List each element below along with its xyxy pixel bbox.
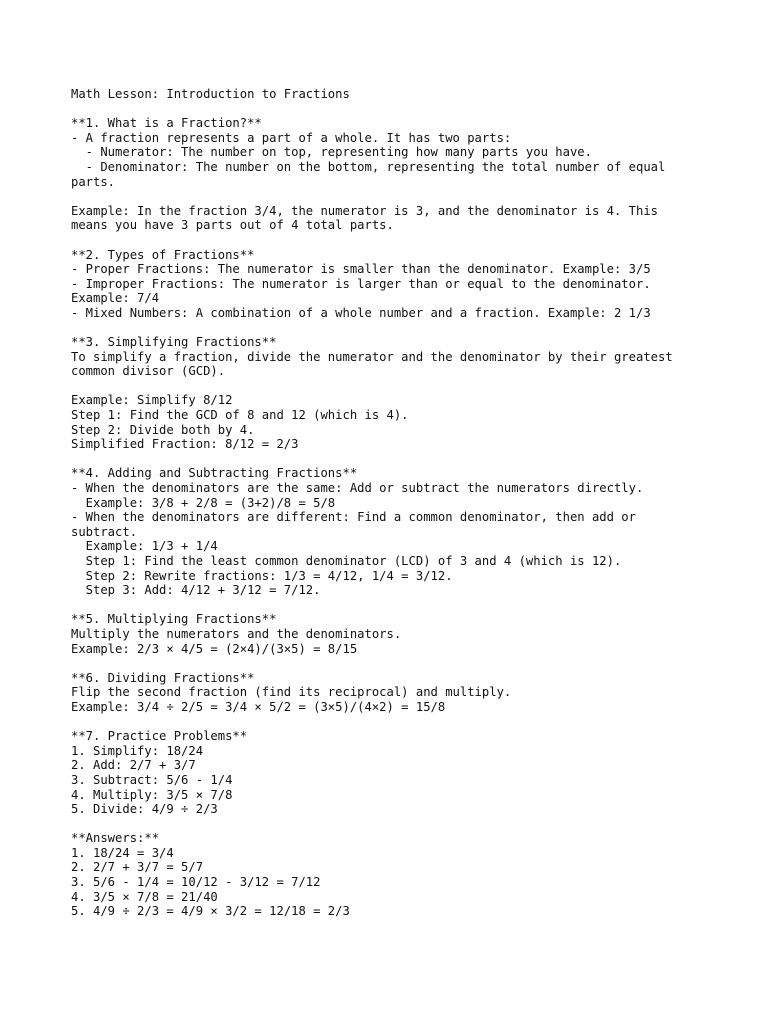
section-1-line: parts. bbox=[71, 174, 116, 189]
answer-item: 5. 4/9 ÷ 2/3 = 4/9 × 3/2 = 12/18 = 2/3 bbox=[71, 904, 350, 919]
section-2-line: - Improper Fractions: The numerator is larger than or equal to the denominator. bbox=[71, 276, 651, 291]
practice-item: 4. Multiply: 3/5 × 7/8 bbox=[71, 787, 233, 802]
section-2-line: - Proper Fractions: The numerator is smaller than the denominator. Example: 3/5 bbox=[71, 262, 651, 277]
answer-item: 4. 3/5 × 7/8 = 21/40 bbox=[71, 889, 218, 904]
section-3-line: common divisor (GCD). bbox=[71, 364, 226, 379]
spacer bbox=[71, 715, 711, 730]
section-1-example: Example: In the fraction 3/4, the numerator is 3, and the denominator is 4. This bbox=[71, 203, 658, 218]
section-5-heading: **5. Multiplying Fractions** bbox=[71, 612, 277, 627]
section-4-line: - When the denominators are different: Find a common denominator, then add or bbox=[71, 510, 636, 525]
spacer bbox=[71, 817, 711, 832]
section-4-line: - When the denominators are the same: Add or subtract the numerators directly. bbox=[71, 481, 644, 496]
document-title: Math Lesson: Introduction to Fractions bbox=[71, 87, 350, 101]
answer-item: 1. 18/24 = 3/4 bbox=[71, 845, 174, 860]
spacer bbox=[71, 379, 711, 394]
practice-item: 2. Add: 2/7 + 3/7 bbox=[71, 758, 196, 773]
section-4-line: Step 3: Add: 4/12 + 3/12 = 7/12. bbox=[71, 583, 321, 598]
section-3-line: To simplify a fraction, divide the numerator and the denominator by their greatest bbox=[71, 349, 673, 364]
section-7-heading: **7. Practice Problems** bbox=[71, 729, 248, 744]
section-2-heading: **2. Types of Fractions** bbox=[71, 247, 255, 262]
section-5-line: Multiply the numerators and the denominators. bbox=[71, 626, 402, 641]
section-4-line: subtract. bbox=[71, 524, 138, 539]
section-6-heading: **6. Dividing Fractions** bbox=[71, 670, 255, 685]
section-5-line: Example: 2/3 × 4/5 = (2×4)/(3×5) = 8/15 bbox=[71, 641, 358, 656]
section-6-line: Example: 3/4 ÷ 2/5 = 3/4 × 5/2 = (3×5)/(4×2) = 15/8 bbox=[71, 699, 446, 714]
spacer bbox=[71, 656, 711, 671]
section-3-step: Step 2: Divide both by 4. bbox=[71, 422, 255, 437]
section-4-line: Step 1: Find the least common denominator (LCD) of 3 and 4 (which is 12). bbox=[71, 554, 622, 568]
section-4-line: Example: 1/3 + 1/4 bbox=[71, 539, 218, 554]
spacer bbox=[71, 233, 711, 248]
answer-item: 2. 2/7 + 3/7 = 5/7 bbox=[71, 860, 204, 875]
practice-item: 5. Divide: 4/9 ÷ 2/3 bbox=[71, 802, 218, 817]
section-1-heading: **1. What is a Fraction?** bbox=[71, 116, 262, 131]
spacer bbox=[71, 598, 711, 613]
section-3-result: Simplified Fraction: 8/12 = 2/3 bbox=[71, 437, 299, 452]
section-1-line: - Denominator: The number on the bottom, representing the total number of equal bbox=[71, 159, 666, 174]
practice-item: 1. Simplify: 18/24 bbox=[71, 743, 204, 758]
section-1-line: - A fraction represents a part of a whole. It has two parts: bbox=[71, 130, 512, 145]
section-4-heading: **4. Adding and Subtracting Fractions** bbox=[71, 466, 358, 481]
practice-item: 3. Subtract: 5/6 - 1/4 bbox=[71, 772, 233, 787]
document-page bbox=[71, 87, 711, 919]
section-4-line: Example: 3/8 + 2/8 = (3+2)/8 = 5/8 bbox=[71, 495, 336, 510]
section-3-heading: **3. Simplifying Fractions** bbox=[71, 335, 277, 350]
spacer bbox=[71, 189, 711, 204]
section-3-example: Example: Simplify 8/12 bbox=[71, 393, 233, 408]
answers-heading: **Answers:** bbox=[71, 831, 160, 846]
spacer bbox=[71, 452, 711, 467]
section-1-line: - Numerator: The number on top, representing how many parts you have. bbox=[71, 145, 592, 160]
section-3-step: Step 1: Find the GCD of 8 and 12 (which is 4). bbox=[71, 408, 409, 423]
spacer bbox=[71, 102, 711, 117]
section-2-line: Example: 7/4 bbox=[71, 291, 160, 306]
section-1-example: means you have 3 parts out of 4 total parts. bbox=[71, 218, 394, 233]
section-4-line: Step 2: Rewrite fractions: 1/3 = 4/12, 1/4 = 3/12. bbox=[71, 568, 453, 583]
spacer bbox=[71, 321, 711, 336]
section-2-line: - Mixed Numbers: A combination of a whole number and a fraction. Example: 2 1/3 bbox=[71, 305, 651, 320]
section-6-line: Flip the second fraction (find its reciprocal) and multiply. bbox=[71, 685, 512, 700]
answer-item: 3. 5/6 - 1/4 = 10/12 - 3/12 = 7/12 bbox=[71, 875, 321, 890]
